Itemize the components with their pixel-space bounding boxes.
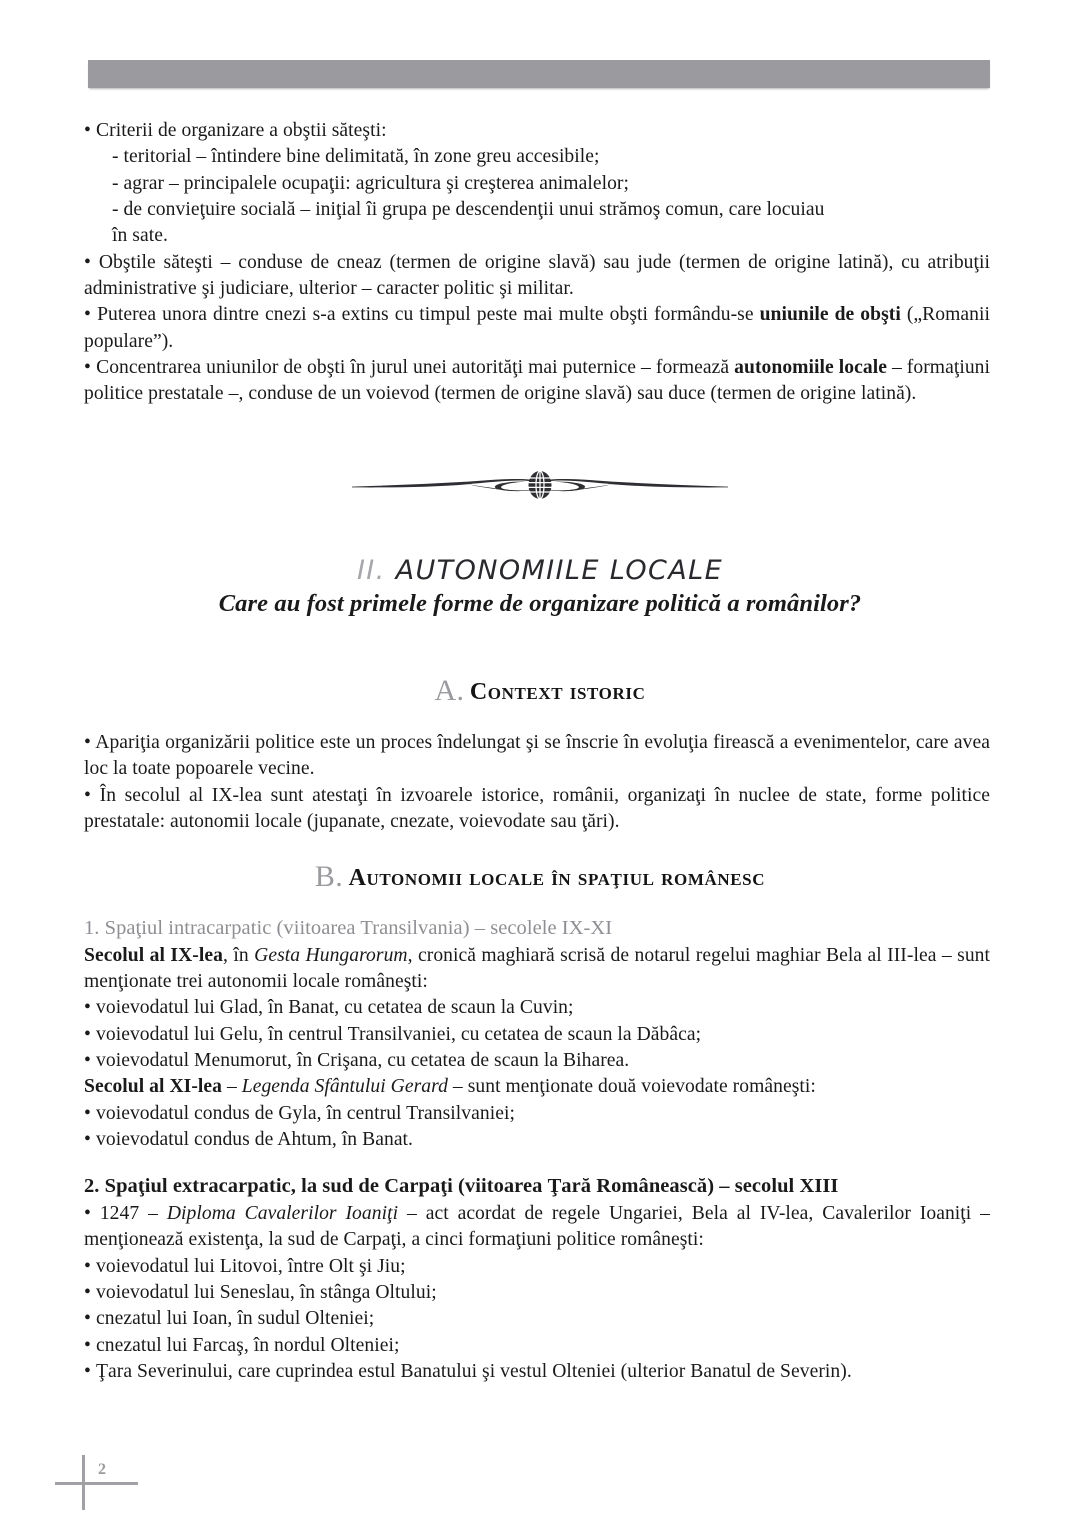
group1-item-gelu-text: voievodatul lui Gelu, în centrul Transilvaniei, cu cetatea de scaun la Dăbâca; — [96, 1023, 702, 1045]
group2-item-seneslau — [84, 1280, 990, 1306]
bullet-glyph: • — [84, 1102, 92, 1124]
term-uniunile-de-obsti: uniunile de obşti — [759, 304, 901, 326]
group1-heading: 1. Spaţiul intracarpatic (viitoarea Transilvania) – secolele IX-XI — [84, 917, 613, 939]
bullet-glyph: • — [84, 732, 92, 753]
bullet-glyph: • — [84, 1360, 92, 1382]
group1-lead-mid: , în — [222, 944, 255, 966]
group1-lead2-rest: – sunt menţionate două voievodate româneşti: — [447, 1076, 816, 1098]
group1-lead-source-italic: Gesta Hungarorum — [254, 944, 408, 966]
group1-item-menumorut-text: voievodatul Menumorut, în Crişana, cu cetatea de scaun la Biharea. — [96, 1049, 630, 1071]
para-in-secolul-text: În secolul al IX-lea sunt atestaţi în izvoarele istorice, românii, organizaţi în nuclee de state, forme politice prestatale: autonomii locale (jupanate, cnezate, voievodate sau ţări). — [84, 784, 991, 833]
group2-item-litovoi-text: voievodatul lui Litovoi, între Olt şi Jiu; — [96, 1255, 406, 1277]
para-puterea-text-2: („Romanii populare”). — [84, 304, 991, 352]
section-heading-block — [0, 555, 1080, 618]
group1-item-ahtum — [84, 1127, 990, 1153]
group2-item-ioan-text: cnezatul lui Ioan, în sudul Olteniei; — [96, 1308, 375, 1330]
para-concentrarea-text-1: Concentrarea uniunilor de obşti în jurul unei autorităţi mai puternice – formează — [96, 357, 735, 379]
group2-item-ioan — [84, 1306, 990, 1332]
group1-lead2-paragraph — [84, 1074, 990, 1100]
group2-lead-paragraph — [84, 1201, 990, 1254]
group1-item-gelu — [84, 1022, 990, 1048]
para-concentrarea-uniunilor — [84, 355, 990, 408]
group2-lead-source-italic: Diploma Cavalerilor Ioaniţi — [166, 1202, 399, 1224]
section-title-line — [0, 555, 1080, 586]
bullet-glyph: • — [84, 251, 92, 273]
para-puterea-cnezi — [84, 302, 990, 355]
bullet-glyph: • — [84, 304, 92, 326]
bullet-glyph: • — [84, 357, 92, 379]
bullet-glyph: • — [84, 1334, 92, 1356]
group1-lead-paragraph — [84, 943, 990, 996]
group2-lead-pre: 1247 – — [99, 1202, 167, 1224]
group2-item-farcas — [84, 1333, 990, 1359]
crop-mark-horizontal — [55, 1482, 138, 1485]
para-concentrarea-text-2: – formaţiuni politice prestatale –, conduse de un voievod (termen de origine slavă) sau duce (termen de origine latină). — [84, 357, 991, 405]
para-in-secolul-ix — [84, 783, 990, 836]
criteria-item-territorial: - teritorial – întindere bine delimitată, în zone greu accesibile; — [112, 146, 600, 168]
bullet-glyph: • — [84, 1128, 92, 1150]
group2-item-litovoi — [84, 1254, 990, 1280]
subsection-b-body — [84, 915, 990, 1385]
group1-item-gyla — [84, 1101, 990, 1127]
top-content-block — [84, 118, 990, 408]
bullet-glyph: • — [84, 997, 92, 1019]
crop-mark-vertical — [82, 1455, 85, 1510]
section-title-text: AUTONOMIILE LOCALE — [395, 555, 724, 586]
criteria-item-convietuire: - de convieţuire socială – iniţial îi grupa pe descendenţii unui strămoş comun, care locuiau — [112, 199, 825, 221]
flourish-with-globe-icon — [350, 461, 730, 509]
section-numeral: II. — [356, 555, 386, 586]
group1-item-glad-text: voievodatul lui Glad, în Banat, cu cetatea de scaun la Cuvin; — [96, 997, 574, 1019]
bullet-glyph: • — [84, 1023, 92, 1045]
bullet-glyph: • — [84, 120, 92, 141]
subsection-b-title: Autonomii locale în spaţiul românesc — [348, 865, 766, 891]
criteria-item-agrar: - agrar – principalele ocupaţii: agricultura şi creşterea animalelor; — [112, 172, 629, 194]
group1-lead2-source-italic: Legenda Sfântului Gerard — [241, 1076, 448, 1098]
group2-item-tara-severinului-text: Ţara Severinului, care cuprindea estul Banatului şi vestul Olteniei (ulterior Banatul de Severin). — [96, 1360, 852, 1382]
group1-lead2-mid: – — [222, 1076, 242, 1098]
criteria-intro-line — [84, 118, 990, 144]
subsection-b-heading — [0, 862, 1080, 892]
bullet-glyph: • — [84, 1308, 92, 1330]
group2-item-farcas-text: cnezatul lui Farcaş, în nordul Olteniei; — [96, 1334, 400, 1356]
para-aparitia-organizarii — [84, 730, 990, 783]
group2-item-tara-severinului — [84, 1359, 990, 1385]
group1-lead-bold: Secolul al IX-lea — [84, 944, 223, 966]
group2-lead-rest: – act acordat de regele Ungariei, Bela al IV-lea, Cavalerilor Ioaniţi – menţionează existenţa, la sud de Carpaţi, a cinci formaţiuni politice româneşti: — [84, 1202, 991, 1251]
bullet-glyph: • — [84, 1281, 92, 1303]
subsection-a-heading — [0, 676, 1080, 706]
subsection-a-title: Context istoric — [469, 679, 646, 705]
globe-ornament — [529, 471, 552, 499]
group1-lead-rest: , cronică maghiară scrisă de notarul regelui maghiar Bela al III-lea – sunt menţionate trei autonomii locale româneşti: — [84, 944, 991, 992]
group1-item-gyla-text: voievodatul condus de Gyla, în centrul Transilvaniei; — [96, 1102, 515, 1124]
subsection-b-letter: B. — [314, 860, 344, 893]
criteria-item-convietuire-cont: în sate. — [112, 225, 168, 247]
group-spacer — [84, 1153, 990, 1173]
group1-item-glad — [84, 995, 990, 1021]
criteria-intro-text: Criterii de organizare a obştii săteşti: — [96, 120, 387, 141]
page-header-bar — [88, 60, 990, 88]
bullet-glyph: • — [84, 1049, 92, 1071]
para-puterea-text-1: Puterea unora dintre cnezi s-a extins cu timpul peste mai multe obşti formându-se — [97, 304, 760, 326]
subsection-a-letter: A. — [434, 674, 465, 707]
group2-heading: 2. Spaţiul extracarpatic, la sud de Carpaţi (viitoarea Ţară Românească) – secolul XIII — [84, 1175, 839, 1198]
group1-lead2-bold: Secolul al XI-lea — [84, 1076, 222, 1098]
para-obstile-satesti — [84, 250, 990, 303]
group1-item-menumorut — [84, 1048, 990, 1074]
section-divider-ornament — [0, 455, 1080, 515]
para-aparitia-text: Apariţia organizării politice este un proces îndelungat şi se înscrie în evoluţia firească a evenimentelor, care avea loc la toate popoarele vecine. — [84, 732, 991, 780]
group1-item-ahtum-text: voievodatul condus de Ahtum, în Banat. — [96, 1128, 414, 1150]
bullet-glyph: • — [84, 784, 92, 806]
term-autonomiile-locale: autonomiile locale — [734, 357, 887, 379]
group2-item-seneslau-text: voievodatul lui Seneslau, în stânga Oltului; — [96, 1281, 437, 1303]
para-obstile-text: Obştile săteşti – conduse de cneaz (termen de origine slavă) sau jude (termen de origine latină), cu atribuţii administrative şi judiciare, ulterior – caracter politic şi militar. — [84, 251, 990, 300]
page-number: 2 — [98, 1461, 106, 1478]
section-subtitle: Care au fost primele forme de organizare politică a românilor? — [218, 590, 862, 617]
subsection-a-body — [84, 730, 990, 835]
bullet-glyph: • — [84, 1255, 92, 1277]
bullet-glyph: • — [84, 1202, 91, 1224]
